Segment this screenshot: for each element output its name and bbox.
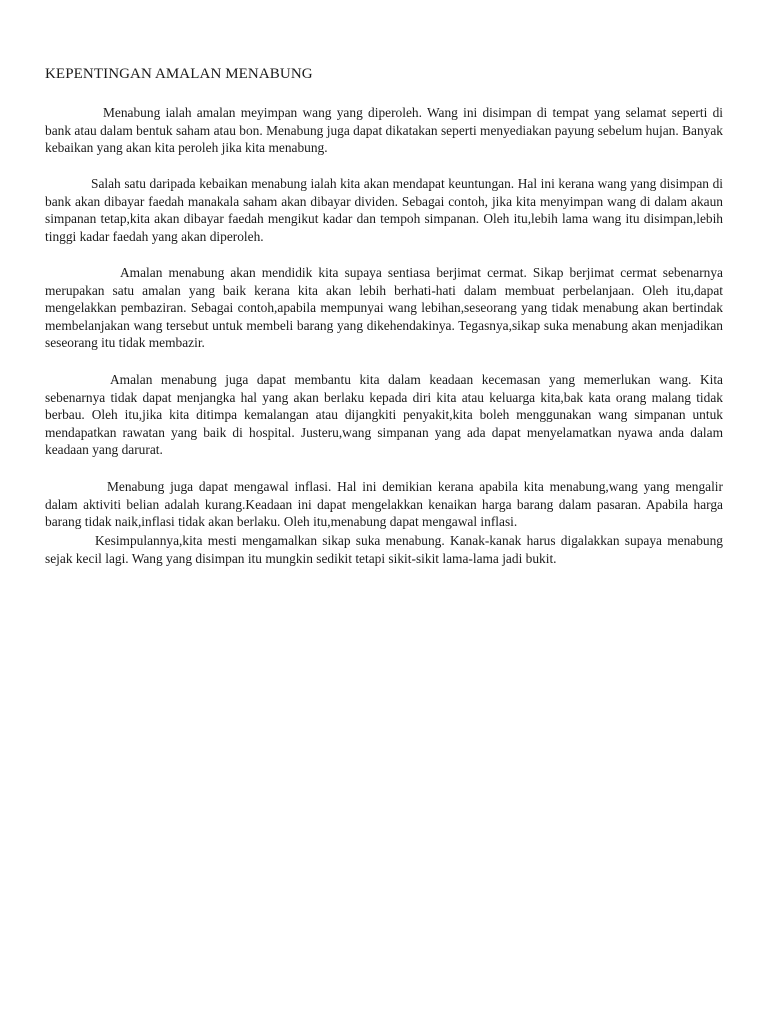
paragraph-profit: Salah satu daripada kebaikan menabung ialah kita akan mendapat keuntungan. Hal ini kerana wang yang disimpan di bank akan dibayar faedah manakala saham akan dibayar dividen. Sebagai contoh, jika kita menyimpan wang di dalam akaun simpanan tetap,kita akan dibayar faedah mengikut kadar dan tempoh simpanan. Oleh itu,lebih lama wang itu disimpan,lebih tinggi kadar faedah yang akan diperoleh. — [45, 176, 723, 244]
document-title: KEPENTINGAN AMALAN MENABUNG — [45, 66, 313, 82]
paragraph-introduction: Menabung ialah amalan meyimpan wang yang diperoleh. Wang ini disimpan di tempat yang selamat seperti di bank atau dalam bentuk saham atau bon. Menabung juga dapat dikatakan seperti menyediakan payung sebelum hujan. Banyak kebaikan yang akan kita peroleh jika kita menabung. — [45, 105, 723, 156]
paragraph-thrift: Amalan menabung akan mendidik kita supaya sentiasa berjimat cermat. Sikap berjimat cermat sebenarnya merupakan satu amalan yang baik kerana kita akan lebih berhati-hati dalam membuat perbelanjaan. Oleh itu,dapat mengelakkan pembaziran. Sebagai contoh,apabila mempunyai wang lebihan,seseorang yang tidak menabung akan bertindak membelanjakan wang tersebut untuk membeli barang yang dikehendakinya. Tegasnya,sikap suka menabung akan menjadikan seseorang itu tidak membazir. — [45, 265, 723, 351]
paragraph-inflation: Menabung juga dapat mengawal inflasi. Hal ini demikian kerana apabila kita menabung,wang yang mengalir dalam aktiviti belian adalah kurang.Keadaan ini dapat mengelakkan kenaikan harga barang dalam pasaran. Apabila harga barang tidak naik,inflasi tidak akan berlaku. Oleh itu,menabung dapat mengawal inflasi. — [45, 479, 723, 530]
paragraph-emergency: Amalan menabung juga dapat membantu kita dalam keadaan kecemasan yang memerlukan wang. Kita sebenarnya tidak dapat menjangka hal yang akan berlaku kepada diri kita atau keluarga kita,bak kata orang malang tidak berbau. Oleh itu,jika kita ditimpa kemalangan atau dijangkiti penyakit,kita boleh menggunakan wang simpanan untuk mendapatkan rawatan yang baik di hospital. Justeru,wang simpanan yang ada dapat menyelamatkan nyawa anda dalam keadaan yang darurat. — [45, 372, 723, 458]
paragraph-conclusion: Kesimpulannya,kita mesti mengamalkan sikap suka menabung. Kanak-kanak harus digalakkan supaya menabung sejak kecil lagi. Wang yang disimpan itu mungkin sedikit tetapi sikit-sikit lama-lama jadi bukit. — [45, 533, 723, 566]
